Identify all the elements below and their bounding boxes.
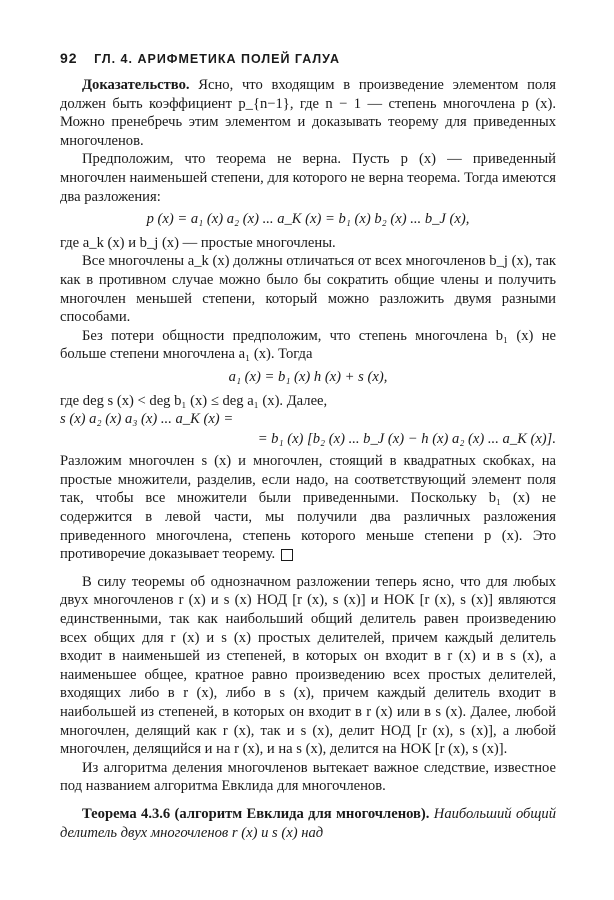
proof-paragraph-7 (60, 452, 556, 564)
formula-product-right: = b₁ (x) [b₂ (x) ... b_J (x) − h (x) a₂ (x) ... a_K (x)]. (257, 430, 556, 447)
gcd-paragraph-2: Из алгоритма деления многочленов вытекает важное следствие, известное под названием алгоритма Евклида для многочленов. (60, 759, 556, 795)
running-header (60, 50, 340, 66)
running-title: ГЛ. 4. АРИФМЕТИКА ПОЛЕЙ ГАЛУА (94, 52, 341, 66)
page-number: 92 (60, 50, 78, 66)
gcd-paragraph-1: В силу теоремы об однозначном разложении теперь ясно, что для любых двух многочленов r (x) и s (x) НОД [r (x), s (x)] и НОК [r (x), s (x)] являются единственными, так как наибольший общий делитель равен произведению всех общих для r (x) и s (x) простых делителей, причем каждый делитель входит в наименьшей из степеней, в которых он входит в r (x) и в s (x), а наименьшее общее, кратное равно произведению всех простых делителей, входящих либо в r (x), либо в s (x), причем каждый делитель входит в наибольшей из степеней, в которых он входит в r (x) или в s (x). Далее, любой многочлен, делящий как r (x), так и s (x), делит НОД [r (x), s (x)], а любой многочлен, делящийся и на r (x), и на s (x), делится на НОК [r (x), s (x)]. (60, 573, 556, 758)
page-body (60, 76, 556, 842)
proof-paragraph-3: где a_k (x) и b_j (x) — простые многочлены. (60, 234, 336, 251)
proof-paragraph-4: Все многочлены a_k (x) должны отличаться от всех многочленов b_j (x), так как в противном случае можно было бы сократить общие члены и получить многочлен меньшей степени, который можно разложить двумя разными способами. (60, 253, 557, 326)
proof-text-7: Разложим многочлен s (x) и многочлен, стоящий в квадратных скобках, на простые множители, разделив, если надо, на соответствующий элемент поля так, чтобы все множители были приведенными. Поскольку b₁ (x) не содержится в левой части, мы получили два различных разложения приведенного многочлена, степень которого меньше степени p (x). Это противоречие доказывает теорему. (60, 453, 556, 563)
proof-paragraph-2: Предположим, что теорема не верна. Пусть p (x) — приведенный многочлен наименьшей степени, для которого не верна теорема. Тогда имеются два разложения: (60, 151, 556, 205)
formula-factorizations: p (x) = a₁ (x) a₂ (x) ... a_K (x) = b₁ (x) b₂ (x) ... b_J (x), (146, 211, 470, 228)
proof-text-1: Ясно, что входящим в произведение элементом поля должен быть коэффициент p_{n−1}, где n − 1 — степень многочлена p (x). Можно пренебречь этим элементом и доказывать теорему для приведенных многочленов. (60, 77, 556, 149)
proof-paragraph-1 (60, 76, 556, 150)
qed-square-icon (281, 549, 293, 561)
formula-division: a₁ (x) = b₁ (x) h (x) + s (x), (228, 368, 388, 385)
formula-product-left: s (x) a₂ (x) a₃ (x) ... a_K (x) = (60, 411, 234, 428)
proof-lead: Доказательство. (82, 77, 190, 93)
proof-paragraph-5: Без потери общности предположим, что степень многочлена b₁ (x) не больше степени многочлена a₁ (x). Тогда (60, 327, 556, 363)
theorem-4-3-6 (60, 805, 556, 842)
theorem-body: Наибольший общий делитель двух многочленов r (x) и s (x) над (60, 805, 556, 841)
proof-paragraph-6: где deg s (x) < deg b₁ (x) ≤ deg a₁ (x). Далее, (60, 392, 328, 409)
theorem-title: Теорема 4.3.6 (алгоритм Евклида для многочленов). (82, 805, 430, 822)
